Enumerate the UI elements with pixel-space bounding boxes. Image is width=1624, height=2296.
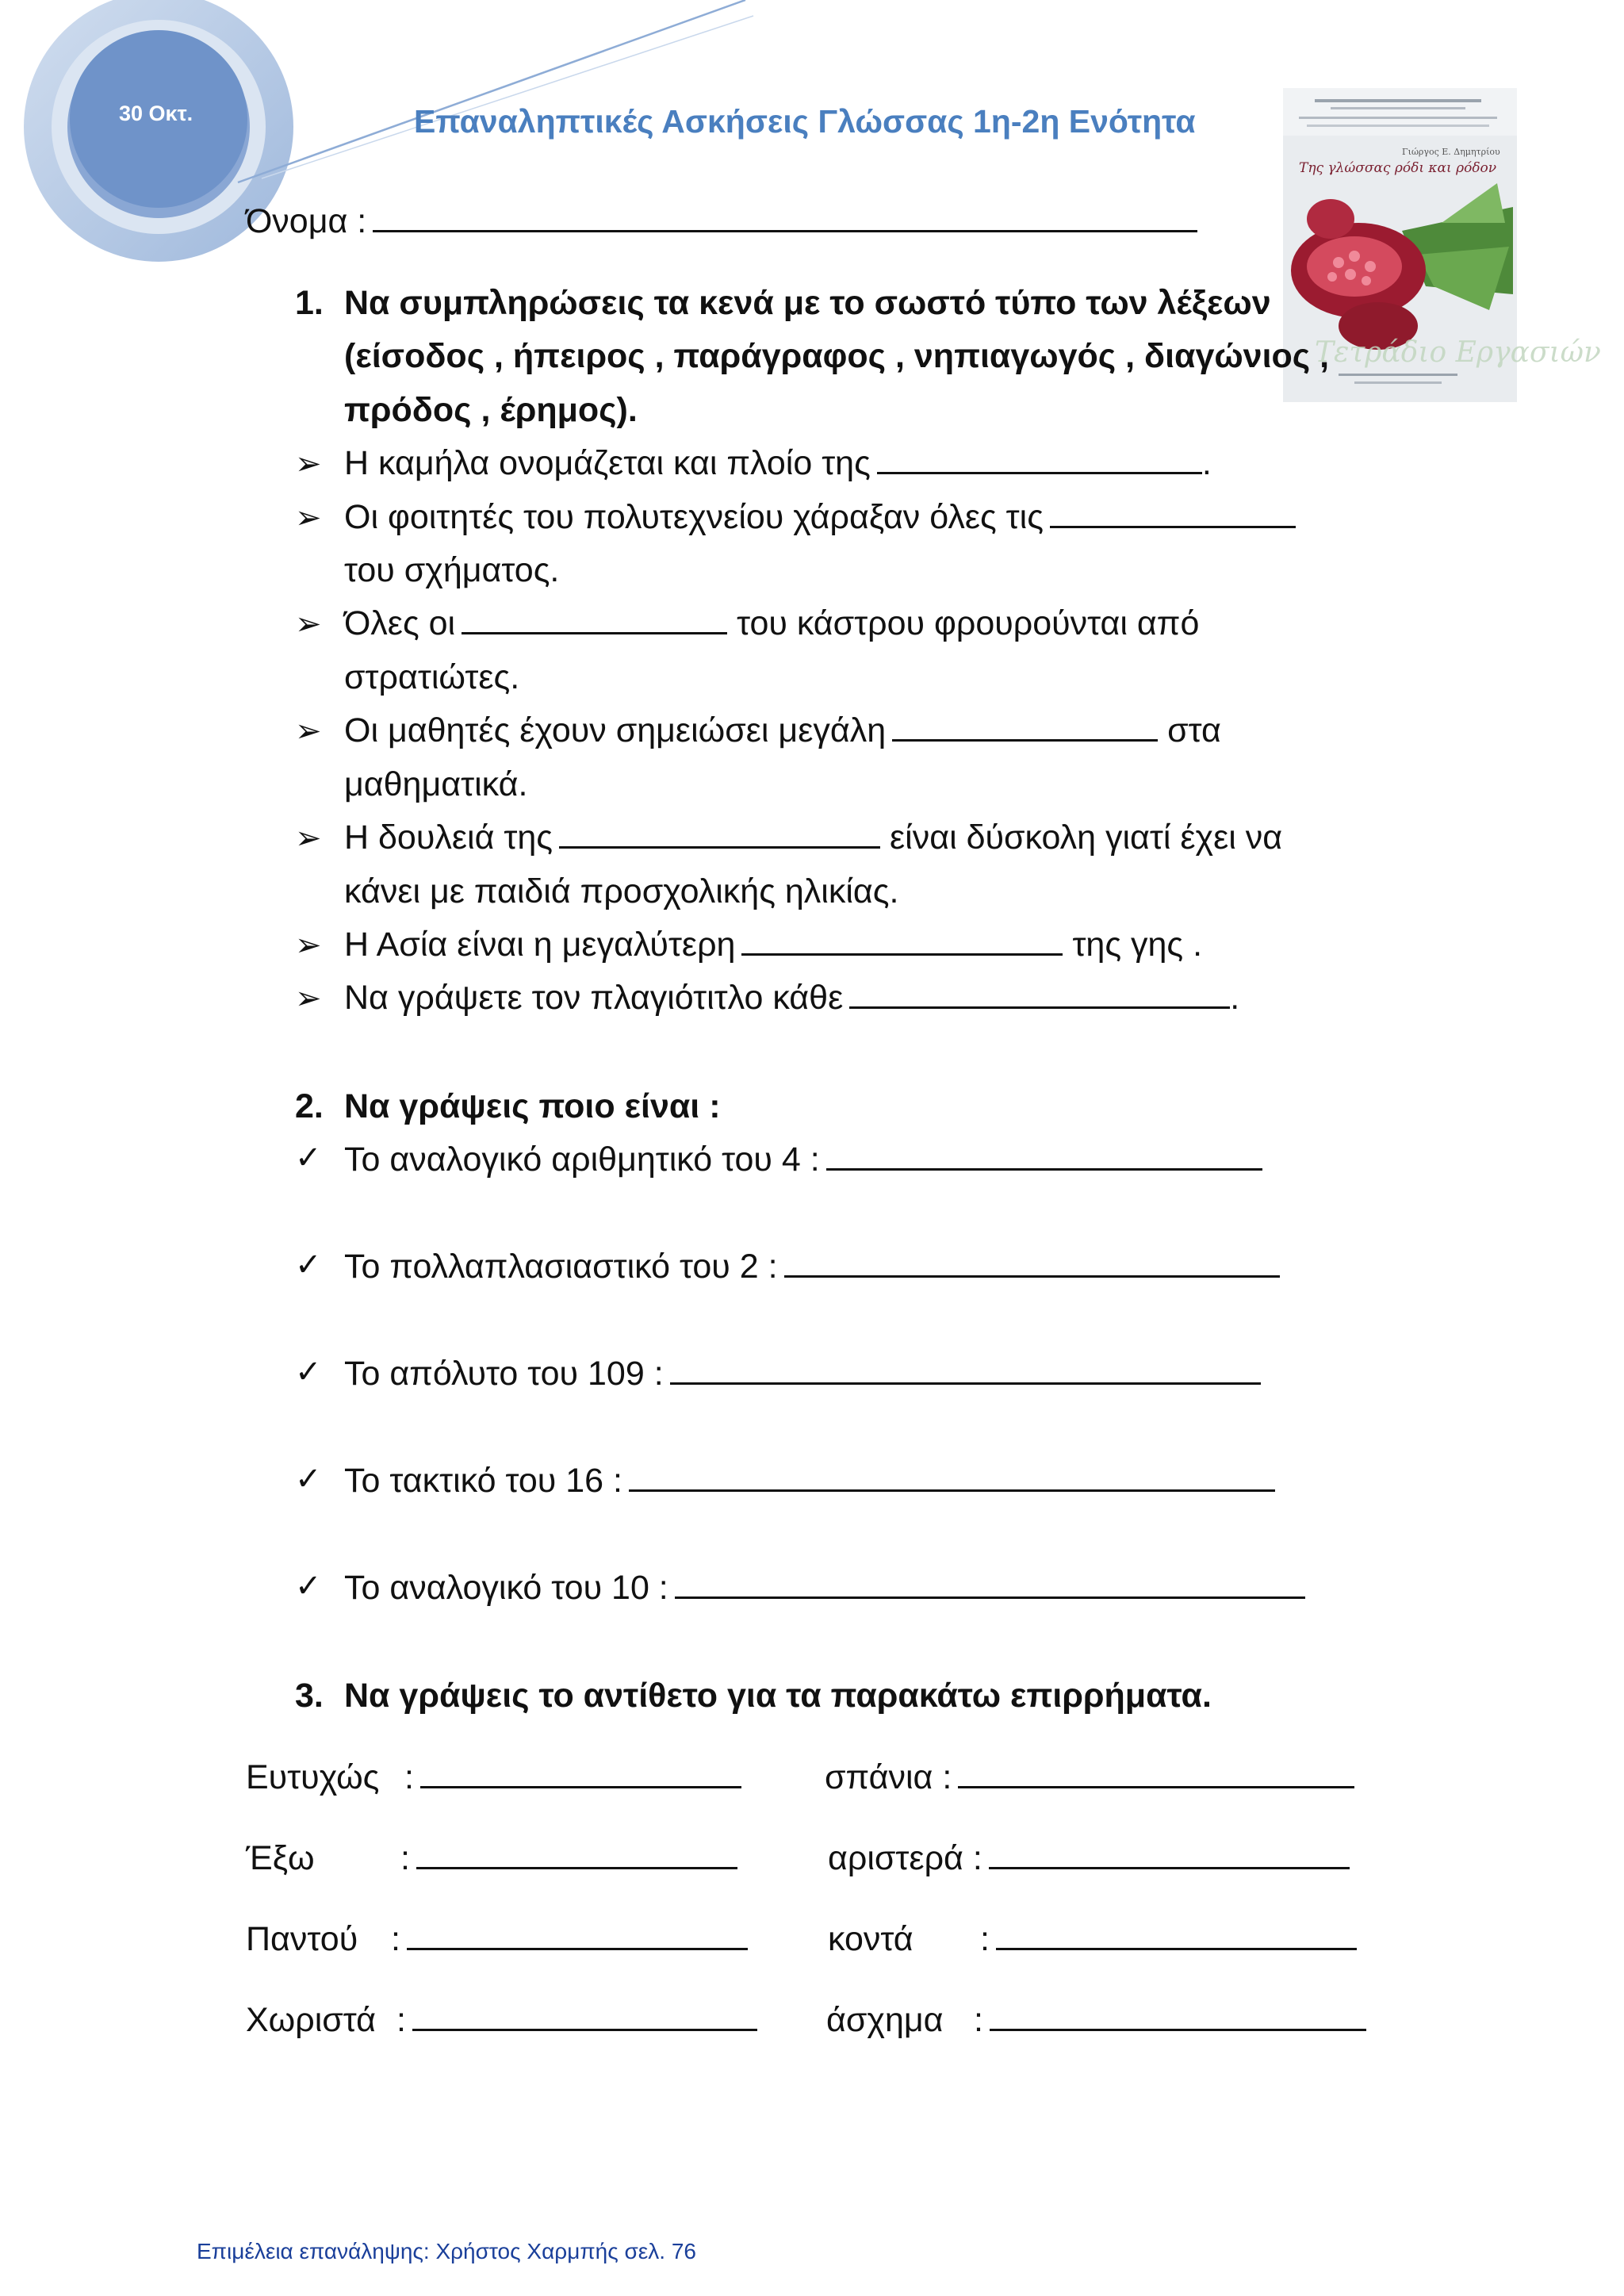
item-continuation: στρατιώτες.	[344, 658, 520, 696]
item-text: Η καμήλα ονομάζεται και πλοίο της	[344, 444, 871, 482]
arrow-bullet-icon: ➢	[295, 820, 322, 857]
exercise2-heading: Να γράψεις ποιο είναι :	[344, 1087, 721, 1125]
item-text: Το πολλαπλασιαστικό του 2 :	[344, 1248, 778, 1286]
answer-blank[interactable]	[741, 953, 1063, 956]
colon: :	[396, 2001, 406, 2039]
item-text-after: της γης .	[1072, 926, 1203, 964]
answer-blank[interactable]	[629, 1489, 1275, 1492]
exercise2-item	[344, 1140, 1262, 1179]
exercise1-item	[344, 928, 1202, 962]
adverb-label: Παντού	[246, 1920, 358, 1958]
colon: :	[400, 1839, 410, 1877]
date-label: 30 Οκτ.	[119, 102, 193, 125]
answer-blank[interactable]	[892, 739, 1158, 742]
answer-blank[interactable]	[849, 1006, 1230, 1009]
page-footer: Επιμέλεια επανάληψης: Χρήστος Χαρμπής σελ. 76	[197, 2239, 696, 2263]
item-text: Να γράψετε τον πλαγιότιτλο κάθε	[344, 979, 844, 1017]
answer-blank[interactable]	[412, 2029, 757, 2031]
arrow-bullet-icon: ➢	[295, 980, 322, 1017]
answer-blank[interactable]	[990, 2029, 1366, 2031]
colon: :	[974, 2001, 983, 2039]
checkmark-icon: ✓	[295, 1247, 322, 1283]
adverb-answer	[825, 1758, 1354, 1796]
item-text: Το τακτικό του 16 :	[344, 1462, 622, 1500]
answer-blank[interactable]	[416, 1867, 737, 1869]
cover-author: Γιώργος Ε. Δημητρίου	[1402, 147, 1500, 157]
exercise3-heading: Να γράψεις το αντίθετο για τα παρακάτω επιρρήματα.	[344, 1677, 1212, 1715]
answer-blank[interactable]	[407, 1948, 748, 1950]
exercise1-heading-line1: Να συμπληρώσεις τα κενά με το σωστό τύπο των λέξεων	[344, 284, 1271, 322]
adverb-label: Ευτυχώς	[246, 1758, 380, 1796]
item-text-after: είναι δύσκολη γιατί έχει να	[889, 818, 1283, 857]
item-continuation: κάνει με παιδιά προσχολικής ηλικίας.	[344, 872, 899, 910]
answer-blank[interactable]	[462, 632, 727, 634]
exercise1-item	[344, 818, 1283, 857]
checkmark-icon: ✓	[295, 1354, 322, 1390]
item-text: Όλες οι	[344, 604, 456, 642]
exercise2-item	[344, 1464, 1275, 1498]
colon: :	[391, 1920, 400, 1958]
adverb-answer	[391, 1922, 748, 1957]
exercise2-item	[344, 1357, 1261, 1391]
page-title: Επαναληπτικές Ασκήσεις Γλώσσας 1η-2η Ενότητα	[414, 103, 1196, 140]
exercise2-item	[344, 1250, 1280, 1284]
item-text: Η Ασία είναι η μεγαλύτερη	[344, 926, 736, 964]
arrow-bullet-icon: ➢	[295, 713, 322, 749]
colon: :	[980, 1920, 990, 1958]
colon: :	[404, 1758, 414, 1796]
item-text-after: του κάστρου φρουρούνται από	[737, 604, 1200, 642]
exercise1-item	[344, 444, 1212, 482]
header-decoration	[0, 0, 761, 286]
exercise1-number: 1.	[295, 284, 324, 322]
checkmark-icon: ✓	[295, 1140, 322, 1176]
item-continuation: του σχήματος.	[344, 551, 560, 589]
answer-blank[interactable]	[958, 1786, 1354, 1788]
exercise1-item	[344, 981, 1239, 1015]
checkmark-icon: ✓	[295, 1568, 322, 1604]
answer-blank[interactable]	[670, 1382, 1261, 1385]
item-text: Το αναλογικό αριθμητικό του 4 :	[344, 1140, 820, 1179]
item-text-after: .	[1230, 979, 1240, 1017]
answer-blank[interactable]	[784, 1275, 1280, 1278]
exercise2-item	[344, 1571, 1305, 1605]
name-blank[interactable]	[373, 230, 1197, 232]
answer-blank[interactable]	[996, 1948, 1357, 1950]
item-text-after: στα	[1167, 711, 1221, 749]
name-label: Όνομα :	[246, 202, 367, 240]
adverb-label: κοντά	[828, 1920, 914, 1958]
adverb-label: σπάνια :	[825, 1758, 952, 1796]
answer-blank[interactable]	[877, 472, 1202, 474]
adverb-label: Έξω	[246, 1839, 315, 1877]
exercise1-item	[344, 500, 1296, 535]
adverb-answer	[400, 1839, 737, 1877]
adverb-answer	[404, 1758, 741, 1796]
item-continuation: μαθηματικά.	[344, 765, 528, 803]
exercise3-number: 3.	[295, 1677, 324, 1715]
item-text-after: .	[1201, 444, 1212, 482]
answer-blank[interactable]	[826, 1168, 1262, 1171]
cover-subtitle: Τετράδιο Εργασιών	[1315, 336, 1601, 369]
adverb-label: άσχημα	[826, 2001, 944, 2039]
arrow-bullet-icon: ➢	[295, 446, 322, 482]
exercise1-heading-line2: (είσοδος , ήπειρος , παράγραφος , νηπιαγωγός , διαγώνιος ,	[344, 337, 1330, 375]
item-text: Το απόλυτο του 109 :	[344, 1355, 664, 1393]
answer-blank[interactable]	[559, 846, 880, 849]
arrow-bullet-icon: ➢	[295, 500, 322, 536]
checkmark-icon: ✓	[295, 1461, 322, 1497]
answer-blank[interactable]	[1050, 526, 1296, 528]
adverb-label: αριστερά :	[828, 1839, 982, 1877]
item-text: Η δουλειά της	[344, 818, 553, 857]
adverb-label: Χωριστά	[246, 2001, 377, 2039]
adverb-answer	[974, 2003, 1366, 2037]
item-text: Οι μαθητές έχουν σημειώσει μεγάλη	[344, 711, 887, 749]
item-text: Οι φοιτητές του πολυτεχνείου χάραξαν όλες τις	[344, 498, 1044, 536]
arrow-bullet-icon: ➢	[295, 927, 322, 964]
exercise1-item	[344, 711, 1221, 749]
exercise1-item	[344, 604, 1200, 642]
item-text: Το αναλογικό του 10 :	[344, 1569, 668, 1607]
answer-blank[interactable]	[420, 1786, 741, 1788]
answer-blank[interactable]	[989, 1867, 1350, 1869]
exercise2-number: 2.	[295, 1087, 324, 1125]
adverb-answer	[980, 1922, 1357, 1957]
answer-blank[interactable]	[675, 1596, 1305, 1599]
cover-title: Της γλώσσας ρόδι και ρόδον	[1299, 160, 1497, 176]
exercise1-heading-line3: πρόδος , έρημος).	[344, 391, 638, 429]
adverb-answer	[828, 1839, 1350, 1877]
arrow-bullet-icon: ➢	[295, 606, 322, 642]
adverb-answer	[396, 2003, 757, 2037]
name-field	[246, 202, 1197, 240]
